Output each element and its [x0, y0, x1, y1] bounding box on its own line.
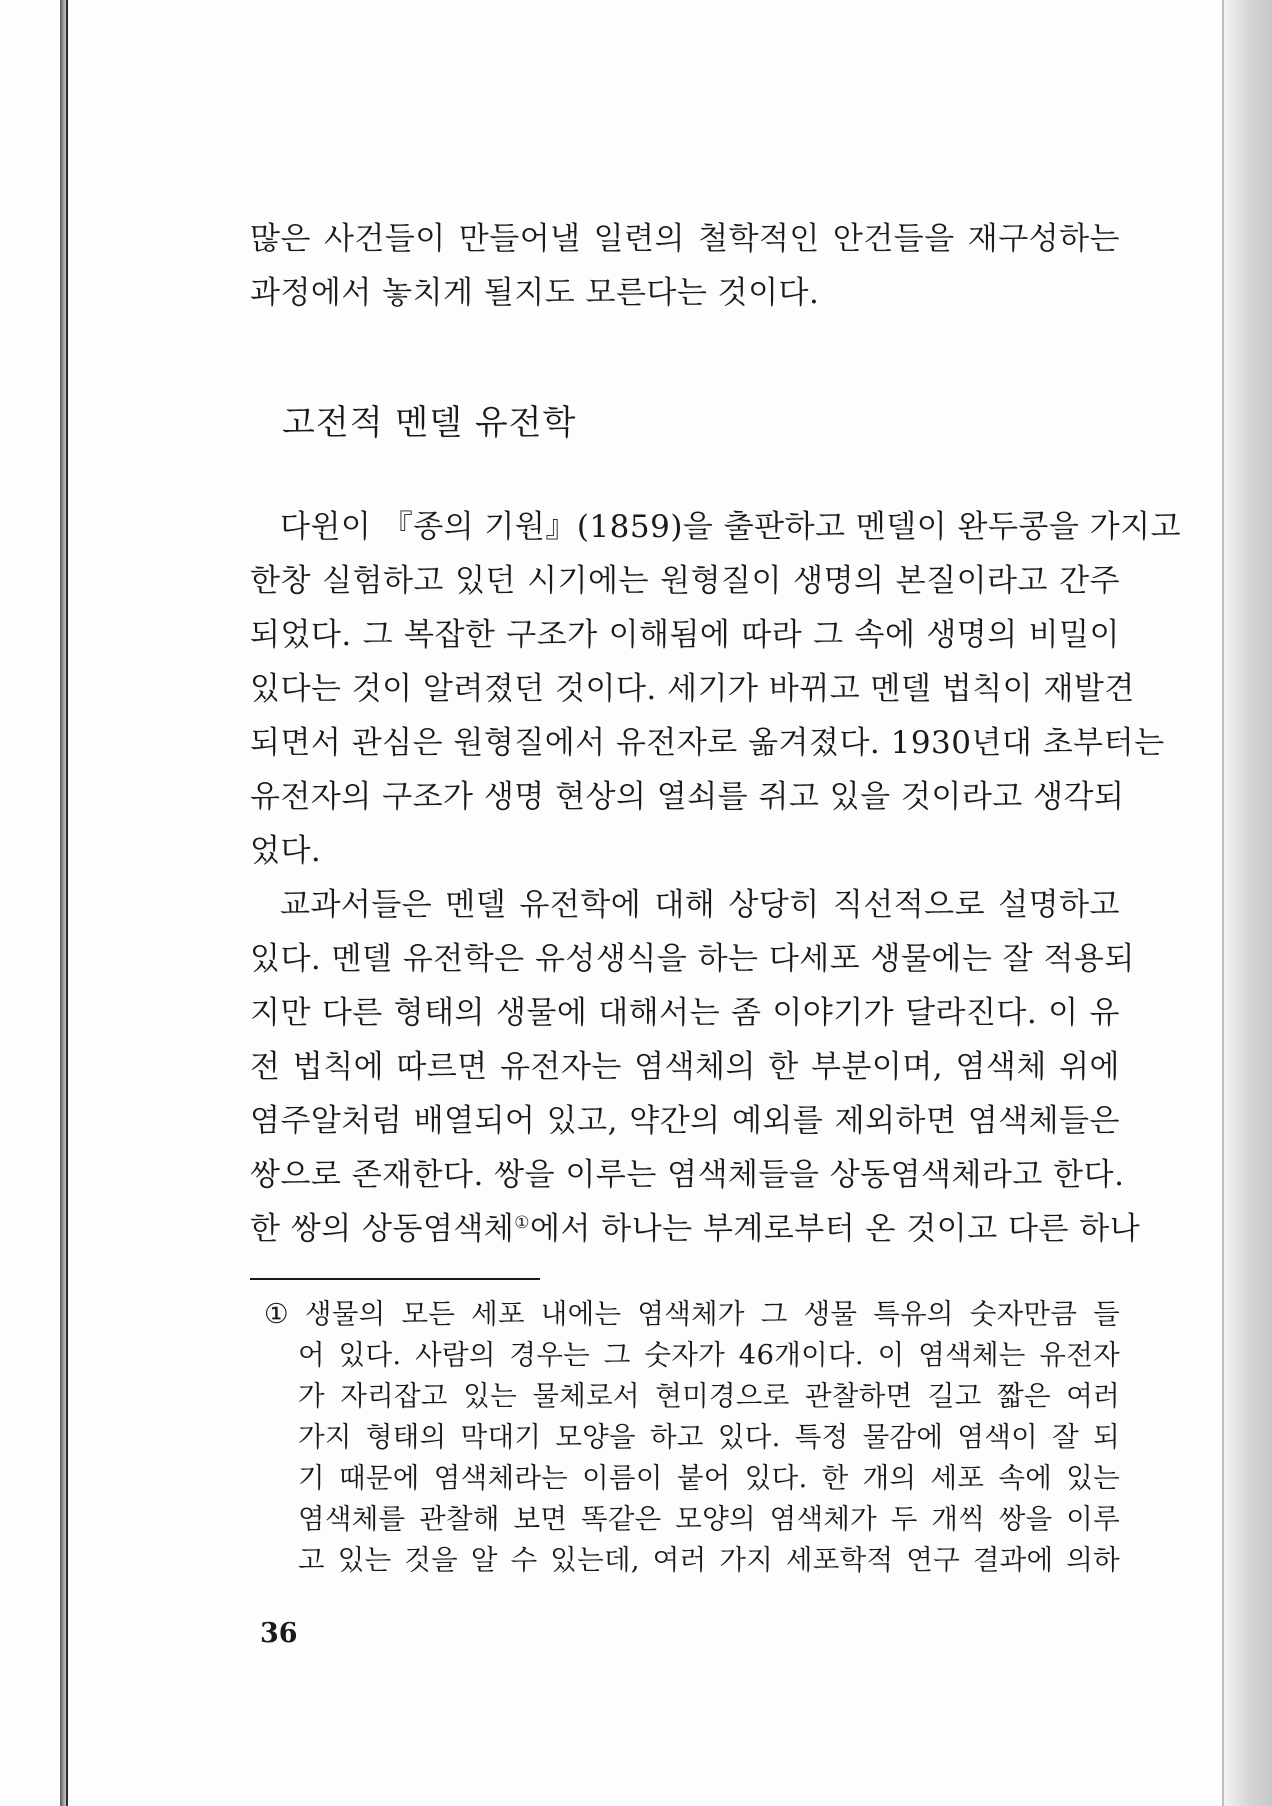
footnote-line: 가지 형태의 막대기 모양을 하고 있다. 특정 물감에 염색이 잘 되 — [298, 1421, 1120, 1453]
text-line: 었다. — [250, 833, 322, 869]
text-line-with-footnote-ref — [250, 1202, 1141, 1256]
text-fragment: 생물의 모든 세포 내에는 염색체가 그 생물 특유의 숫자만큼 들 — [304, 1298, 1121, 1330]
text-line: 교과서들은 멘델 유전학에 대해 상당히 직선적으로 설명하고 — [280, 887, 1120, 923]
section-heading: 고전적 멘델 유전학 — [282, 403, 577, 443]
footnote-reference[interactable]: ① — [514, 1213, 531, 1233]
footnote-line: 어 있다. 사람의 경우는 그 숫자가 46개이다. 이 염색체는 유전자 — [298, 1339, 1120, 1371]
paragraph-1 — [250, 500, 1182, 878]
text-line: 전 법칙에 따르면 유전자는 염색체의 한 부분이며, 염색체 위에 — [250, 1049, 1120, 1085]
text-line: 많은 사건들이 만들어낼 일련의 철학적인 안건들을 재구성하는 — [250, 221, 1120, 257]
paragraph-2 — [250, 878, 1141, 1256]
page-number: 36 — [260, 1618, 298, 1649]
text-line: 다윈이 『종의 기원』(1859)을 출판하고 멘델이 완두콩을 가지고 — [280, 509, 1182, 545]
text-line: 유전자의 구조가 생명 현상의 열쇠를 쥐고 있을 것이라고 생각되 — [250, 779, 1125, 815]
opening-text — [250, 212, 1120, 320]
text-line: 있다는 것이 알려졌던 것이다. 세기가 바뀌고 멘델 법칙이 재발견 — [250, 671, 1135, 707]
book-binding-line — [66, 0, 68, 1806]
footnote-marker: ① — [264, 1298, 289, 1330]
text-line: 되면서 관심은 원형질에서 유전자로 옮겨졌다. 1930년대 초부터는 — [250, 725, 1165, 761]
footnote-line: 염색체를 관찰해 보면 똑같은 모양의 염색체가 두 개씩 쌍을 이루 — [298, 1503, 1120, 1535]
text-fragment: 한 쌍의 상동염색체 — [250, 1211, 515, 1247]
footnote-line: 가 자리잡고 있는 물체로서 현미경으로 관찰하면 길고 짧은 여러 — [298, 1380, 1120, 1412]
page-edge-shadow — [1224, 0, 1272, 1806]
text-line: 염주알처럼 배열되어 있고, 약간의 예외를 제외하면 염색체들은 — [250, 1103, 1120, 1139]
footnote-divider — [250, 1278, 540, 1280]
text-line: 있다. 멘델 유전학은 유성생식을 하는 다세포 생물에는 잘 적용되 — [250, 941, 1135, 977]
footnote-line — [250, 1294, 1120, 1335]
text-line: 되었다. 그 복잡한 구조가 이해됨에 따라 그 속에 생명의 비밀이 — [250, 617, 1120, 653]
text-line: 한창 실험하고 있던 시기에는 원형질이 생명의 본질이라고 간주 — [250, 563, 1120, 599]
text-line: 과정에서 놓치게 될지도 모른다는 것이다. — [250, 275, 820, 311]
footnote-line: 고 있는 것을 알 수 있는데, 여러 가지 세포학적 연구 결과에 의하 — [298, 1544, 1120, 1576]
text-line: 쌍으로 존재한다. 쌍을 이루는 염색체들을 상동염색체라고 한다. — [250, 1157, 1125, 1193]
page-content — [250, 212, 1182, 1581]
footnote-line: 기 때문에 염색체라는 이름이 붙어 있다. 한 개의 세포 속에 있는 — [298, 1462, 1120, 1494]
text-line: 지만 다른 형태의 생물에 대해서는 좀 이야기가 달라진다. 이 유 — [250, 995, 1120, 1031]
text-fragment: 에서 하나는 부계로부터 온 것이고 다른 하나 — [530, 1211, 1141, 1247]
footnote — [250, 1294, 1120, 1581]
